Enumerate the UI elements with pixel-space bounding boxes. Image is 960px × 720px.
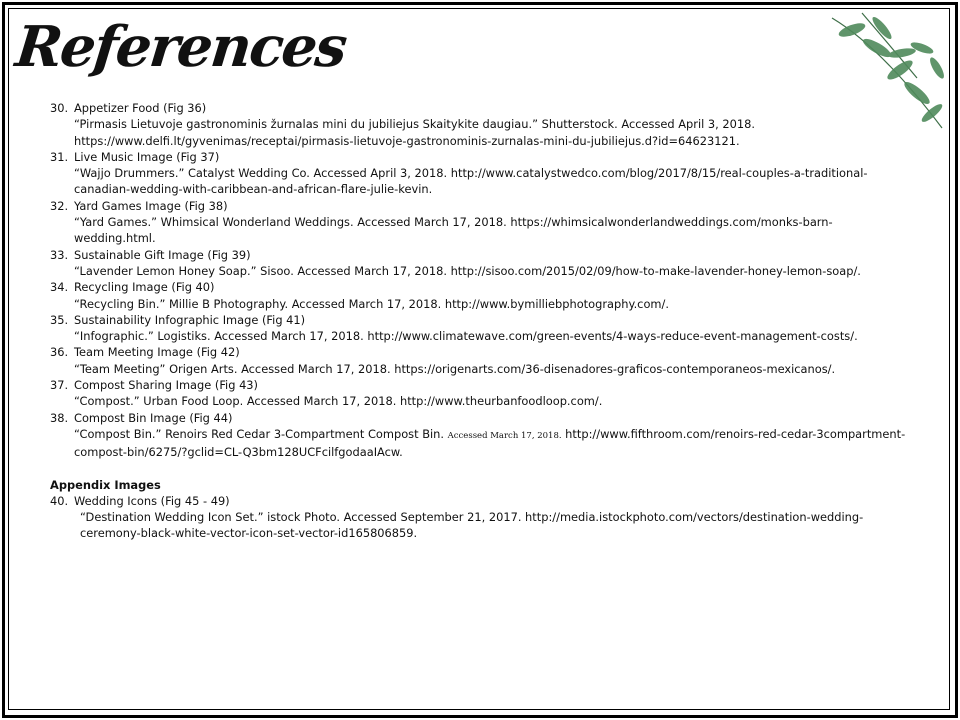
reference-citation: “Wajjo Drummers.” Catalyst Wedding Co. Accessed April 3, 2018. http://www.catalystwedco.com/blog/2017/8/15/real-couples-a-traditional-canadian-wedding-with-caribbean-and-african-flare-julie-kevin.: [74, 166, 868, 197]
reference-citation: “Infographic.” Logistiks. Accessed March 17, 2018. http://www.climatewave.com/green-events/4-ways-reduce-event-management-costs/.: [74, 329, 858, 344]
reference-heading: Recycling Image (Fig 40): [74, 280, 215, 295]
list-item: [50, 149, 910, 198]
reference-heading: Sustainability Infographic Image (Fig 41): [74, 312, 306, 327]
list-item: [50, 493, 910, 542]
list-item: 38. Compost Bin Image (Fig 44) “Compost Bin.” Renoirs Red Cedar 3-Compartment Compost Bin. Accessed March 17, 2018. http://www.fifthroom.com/renoirs-red-cedar-3compartment-compost-bin/6275/?gclid=CL-Q3bm128UCFcilfgodaaIAcw.: [50, 410, 910, 461]
reference-citation: “Pirmasis Lietuvoje gastronominis žurnalas mini du jubiliejus Skaitykite daugiau.” Shutterstock. Accessed April 3, 2018. https://www.delfi.lt/gyvenimas/receptai/pirmasis-lietuvoje-gastronominis-zurnalas-mini-du-jubiliejus.d?id=64623121.: [74, 117, 755, 148]
reference-number: 30.: [50, 101, 69, 115]
list-item: [50, 198, 910, 247]
reference-number: 31.: [50, 149, 69, 164]
page-title: References: [12, 14, 349, 80]
reference-number: 35.: [50, 312, 69, 327]
reference-heading: Compost Sharing Image (Fig 43): [74, 378, 259, 393]
reference-number: 36.: [50, 345, 69, 360]
reference-heading: Sustainable Gift Image (Fig 39): [74, 247, 251, 262]
list-item: [50, 247, 910, 280]
appendix-heading: Appendix Images: [50, 477, 161, 492]
list-item: [50, 377, 910, 410]
reference-heading: Yard Games Image (Fig 38): [74, 198, 228, 213]
list-item: [50, 312, 910, 345]
reference-citation: “Yard Games.” Whimsical Wonderland Weddings. Accessed March 17, 2018. https://whimsicalwonderlandweddings.com/monks-barn-wedding.html.: [74, 215, 833, 246]
reference-heading: Live Music Image (Fig 37): [74, 149, 220, 164]
reference-citation: “Recycling Bin.” Millie B Photography. Accessed March 17, 2018. http://www.bymilliebphotography.com/.: [74, 296, 669, 311]
list-item: [50, 100, 910, 149]
reference-heading: Team Meeting Image (Fig 42): [74, 345, 240, 360]
list-item: [50, 344, 910, 377]
reference-citation: “Lavender Lemon Honey Soap.” Sisoo. Accessed March 17, 2018. http://sisoo.com/2015/02/09/how-to-make-lavender-honey-lemon-soap/.: [74, 263, 861, 278]
reference-list: [50, 100, 910, 542]
reference-number: 33.: [50, 247, 69, 262]
reference-citation: “Compost Bin.” Renoirs Red Cedar 3-Compartment Compost Bin. Accessed March 17, 2018. http://www.fifthroom.com/renoirs-red-cedar-3compartment-compost-bin/6275/?gclid=CL-Q3bm128UCFcilfgodaaIAcw.: [74, 426, 906, 460]
reference-citation: “Destination Wedding Icon Set.” istock Photo. Accessed September 21, 2017. http://media.istockphoto.com/vectors/destination-wedding-ceremony-black-white-vector-icon-set-vector-id165806859.: [80, 510, 864, 541]
reference-number: 40.: [50, 493, 69, 508]
list-item: [50, 279, 910, 312]
reference-heading: Compost Bin Image (Fig 44): [74, 410, 233, 425]
reference-number: 37.: [50, 378, 69, 393]
reference-number: 32.: [50, 198, 69, 213]
reference-heading: Wedding Icons (Fig 45 - 49): [74, 493, 230, 508]
reference-citation: “Compost.” Urban Food Loop. Accessed March 17, 2018. http://www.theurbanfoodloop.com/.: [74, 394, 603, 409]
reference-number: 34.: [50, 280, 69, 295]
reference-heading: Appetizer Food (Fig 36): [74, 101, 207, 115]
reference-citation: “Team Meeting” Origen Arts. Accessed March 17, 2018. https://origenarts.com/36-disenadores-graficos-contemporaneos-mexicanos/.: [74, 361, 836, 376]
